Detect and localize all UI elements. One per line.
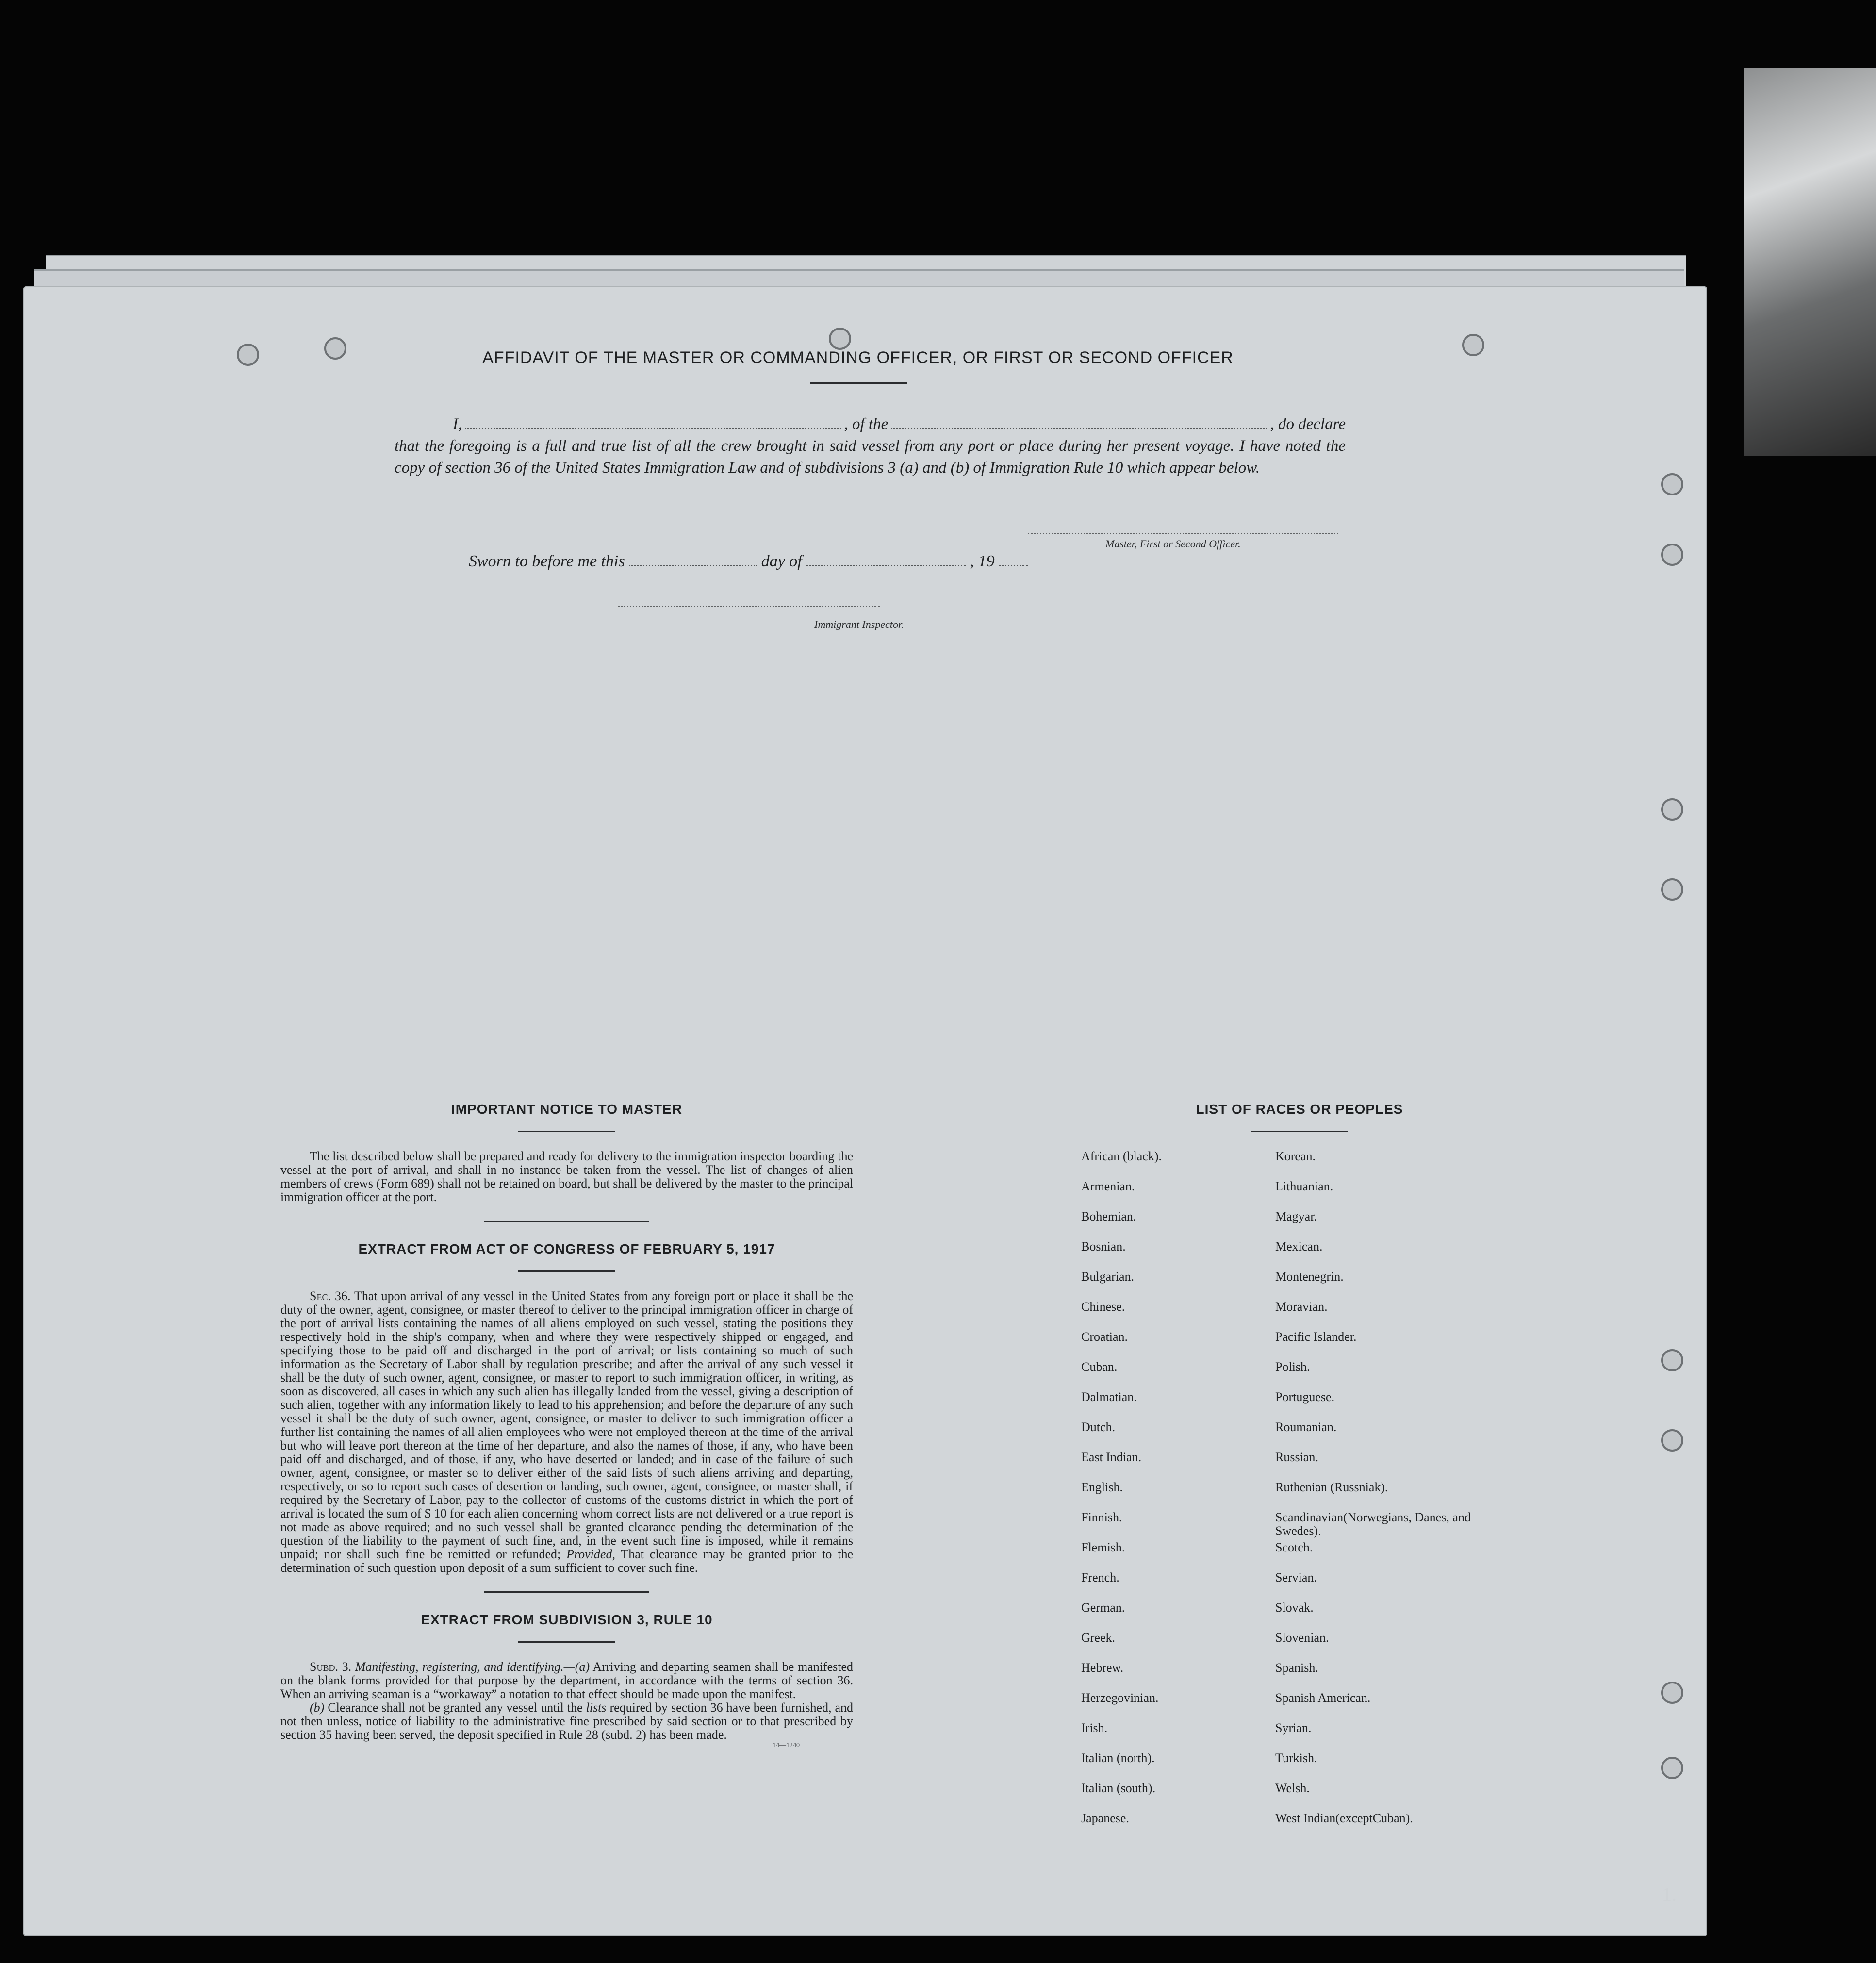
form-number: 14—1240	[773, 1742, 800, 1749]
race-item: Irish.	[1081, 1721, 1108, 1735]
race-item: Japanese.	[1081, 1811, 1129, 1825]
punch-hole	[1661, 1682, 1683, 1704]
race-item: Scandinavian(Norwegians, Danes, and Swedes).	[1275, 1510, 1471, 1538]
race-item: Servian.	[1275, 1570, 1317, 1584]
corner-pencil-mark: 1.	[1662, 1883, 1677, 1905]
race-item: Dalmatian.	[1081, 1390, 1137, 1404]
races-list	[1081, 1150, 1518, 1842]
race-item: French.	[1081, 1570, 1119, 1584]
race-item: English.	[1081, 1480, 1123, 1494]
punch-hole	[829, 328, 851, 350]
races-column-2	[1275, 1150, 1508, 1842]
race-item: Hebrew.	[1081, 1661, 1124, 1675]
sworn-day-field[interactable]	[629, 554, 757, 566]
sworn-line	[469, 552, 1051, 571]
race-item: Pacific Islander.	[1275, 1330, 1357, 1344]
divider	[484, 1221, 649, 1222]
race-item: Lithuanian.	[1275, 1179, 1333, 1193]
race-item: African (black).	[1081, 1149, 1162, 1163]
race-item: Turkish.	[1275, 1751, 1317, 1765]
race-item: Scotch.	[1275, 1540, 1313, 1554]
divider	[518, 1641, 615, 1643]
race-item: Ruthenian (Russniak).	[1275, 1480, 1388, 1494]
inspector-signature-field[interactable]	[618, 606, 880, 607]
race-item: Roumanian.	[1275, 1420, 1337, 1434]
race-item: Magyar.	[1275, 1209, 1317, 1223]
act-extract-text	[280, 1289, 853, 1575]
rule-extract-title: EXTRACT FROM SUBDIVISION 3, RULE 10	[421, 1612, 713, 1627]
manifest-page	[23, 286, 1707, 1936]
race-item: Flemish.	[1081, 1540, 1125, 1554]
race-item: Spanish.	[1275, 1661, 1318, 1675]
race-item: Slovenian.	[1275, 1631, 1329, 1645]
inspector-label: Immigrant Inspector.	[814, 618, 904, 630]
affidavit-declaration	[395, 413, 1346, 479]
rule-subd-a	[280, 1660, 853, 1701]
background-paper-scrap	[1744, 68, 1876, 456]
sworn-month-field[interactable]	[806, 554, 966, 566]
sworn-prefix: Sworn to before me this	[469, 552, 625, 570]
race-item: Polish.	[1275, 1360, 1310, 1374]
race-item: Armenian.	[1081, 1179, 1135, 1193]
race-item: East Indian.	[1081, 1450, 1142, 1464]
section-label: Sec. 36.	[310, 1289, 351, 1303]
subd-b-text-2: required by section 36 have been furnished, and not then unless, notice of liability to the administrative fine prescribed by said section or to that prescribed by section 35 having been served, the deposit specified in Rule 28 (subd. 2) has been made.	[280, 1700, 854, 1742]
race-item: Mexican.	[1275, 1239, 1323, 1254]
race-item: Korean.	[1275, 1149, 1316, 1163]
declarant-prefix: I,	[453, 415, 462, 433]
races-column-1	[1081, 1150, 1275, 1842]
declarant-name-field[interactable]	[465, 417, 841, 429]
signature-label: Master, First or Second Officer.	[1105, 538, 1241, 550]
punch-hole	[1661, 798, 1683, 821]
race-item: Bosnian.	[1081, 1239, 1126, 1254]
race-item: Spanish American.	[1275, 1691, 1371, 1705]
act-extract-title: EXTRACT FROM ACT OF CONGRESS OF FEBRUARY 5, 1917	[358, 1241, 775, 1256]
affidavit-title: AFFIDAVIT OF THE MASTER OR COMMANDING OFFICER, OR FIRST OR SECOND OFFICER	[482, 348, 1234, 367]
punch-hole	[1661, 1757, 1683, 1779]
section-text-end: That clearance may be granted prior to the determination of such question upon deposit of a sum sufficient to cover such fine.	[280, 1547, 853, 1575]
race-item: Syrian.	[1275, 1721, 1312, 1735]
race-item: Bulgarian.	[1081, 1270, 1135, 1284]
race-item: Greek.	[1081, 1631, 1116, 1645]
subd-b-text-1: Clearance shall not be granted any vessel until the	[328, 1700, 583, 1715]
race-item: Moravian.	[1275, 1300, 1328, 1314]
declaration-body: that the foregoing is a full and true list of all the crew brought in said vessel from any port or place during her present voyage. I have noted the copy of section 36 of the United States Immigration Law and of subdivisions 3 (a) and (b) of Immigration Rule 10 which appear below.	[395, 437, 1346, 477]
section-text: That upon arrival of any vessel in the United States from any foreign port or place it shall be the duty of the owner, agent, consignee, or master thereof to deliver to the principal immigration officer in charge of the port of arrival lists containing the names of all aliens employed on such vessel, stating the positions they respectively hold in the ship's company, when and where they were respectively shipped or engaged, and specifying those to be paid off and discharged in the port of arrival; or lists containing so much of such information as the Secretary of Labor shall by regulation prescribe; and after the arrival of any such vessel it shall be the duty of such owner, agent, consignee, or master to report to such immigration officer, in writing, as soon as discovered, all cases in which any such alien has illegally landed from the vessel, giving a description of such alien, together with any information likely to lead to his apprehension; and before the departure of any such vessel it shall be the duty of such owner, agent, consignee, or master to deliver to such immigration officer a further list containing the names of all alien employees who were not employed thereon at the time of the arrival but who will leave port thereon at the time of her departure, and also the names of those, if any, who have been paid off and discharged, and of those, if any, who have deserted or landed; and in case of the failure of such owner, agent, consignee, or master so to deliver either of the said lists of such aliens arriving and departing, respectively, or so to report such cases of desertion or landing, such owner, agent, consignee, or master shall, if required by the Secretary of Labor, pay to the collector of customs of the customs district in which the port of arrival is located the sum of $ 10 for each alien concerning whom correct lists are not delivered or a true report is not made as above required; and no such vessel shall be granted clearance pending the determination of the question of the liability to the payment of such fine, and, in the event such fine is imposed, while it remains unpaid; nor shall such fine be remitted or refunded;	[280, 1289, 854, 1561]
race-item: Russian.	[1275, 1450, 1318, 1464]
divider	[484, 1591, 649, 1593]
race-item: Dutch.	[1081, 1420, 1116, 1434]
race-item: Herzegovinian.	[1081, 1691, 1159, 1705]
race-item: Montenegrin.	[1275, 1270, 1344, 1284]
races-title: LIST OF RACES OR PEOPLES	[1196, 1102, 1403, 1117]
notices-column	[280, 1102, 853, 1749]
sworn-year-label: , 19	[970, 552, 995, 570]
provided-word: Provided,	[566, 1547, 615, 1561]
race-item: Welsh.	[1275, 1781, 1310, 1795]
race-item: West Indian(exceptCuban).	[1275, 1811, 1413, 1825]
race-item: Croatian.	[1081, 1330, 1128, 1344]
subd-label: Subd. 3.	[310, 1660, 352, 1674]
punch-hole	[1661, 544, 1683, 566]
punch-hole	[1661, 878, 1683, 901]
rule-subd-b	[280, 1701, 853, 1742]
vessel-prefix: , of the	[844, 415, 889, 433]
notice-title: IMPORTANT NOTICE TO MASTER	[451, 1102, 683, 1117]
divider	[518, 1270, 615, 1272]
signature-field[interactable]	[1028, 533, 1338, 534]
subd-b-lists: lists	[586, 1700, 607, 1715]
divider	[1251, 1131, 1348, 1132]
races-column	[1081, 1102, 1518, 1842]
punch-hole	[1661, 1349, 1683, 1371]
race-item: Bohemian.	[1081, 1209, 1136, 1223]
subd-b-label: (b)	[310, 1700, 325, 1715]
sworn-day-label: day of	[761, 552, 802, 570]
subd-heading: Manifesting, registering, and identifying.—(a)	[355, 1660, 590, 1674]
subd-a-text: Arriving and departing seamen shall be manifested on the blank forms provided for that purpose by the department, in accordance with the terms of section 36. When an arriving seaman is a “workaway” a notation to that effect should be made upon the manifest.	[280, 1660, 854, 1701]
race-item: Italian (north).	[1081, 1751, 1155, 1765]
race-item: Finnish.	[1081, 1510, 1122, 1524]
title-underline	[810, 382, 907, 384]
race-item: Italian (south).	[1081, 1781, 1156, 1795]
sworn-year-field[interactable]	[999, 554, 1028, 566]
notice-text: The list described below shall be prepared and ready for delivery to the immigration inspector boarding the vessel at the port of arrival, and shall in no instance be taken from the vessel. The list of changes of alien members of crews (Form 689) shall not be retained on board, but shall be delivered by the master to the principal immigration officer at the port.	[280, 1149, 853, 1204]
declaration-line	[395, 413, 1346, 435]
race-item: German.	[1081, 1600, 1125, 1615]
punch-hole	[1661, 473, 1683, 495]
race-item: Portuguese.	[1275, 1390, 1335, 1404]
punch-hole	[1661, 1429, 1683, 1452]
race-item: Chinese.	[1081, 1300, 1125, 1314]
vessel-name-field[interactable]	[891, 417, 1267, 429]
race-item: Slovak.	[1275, 1600, 1314, 1615]
divider	[518, 1131, 615, 1132]
race-item: Cuban.	[1081, 1360, 1118, 1374]
declare-suffix: , do declare	[1270, 415, 1346, 433]
